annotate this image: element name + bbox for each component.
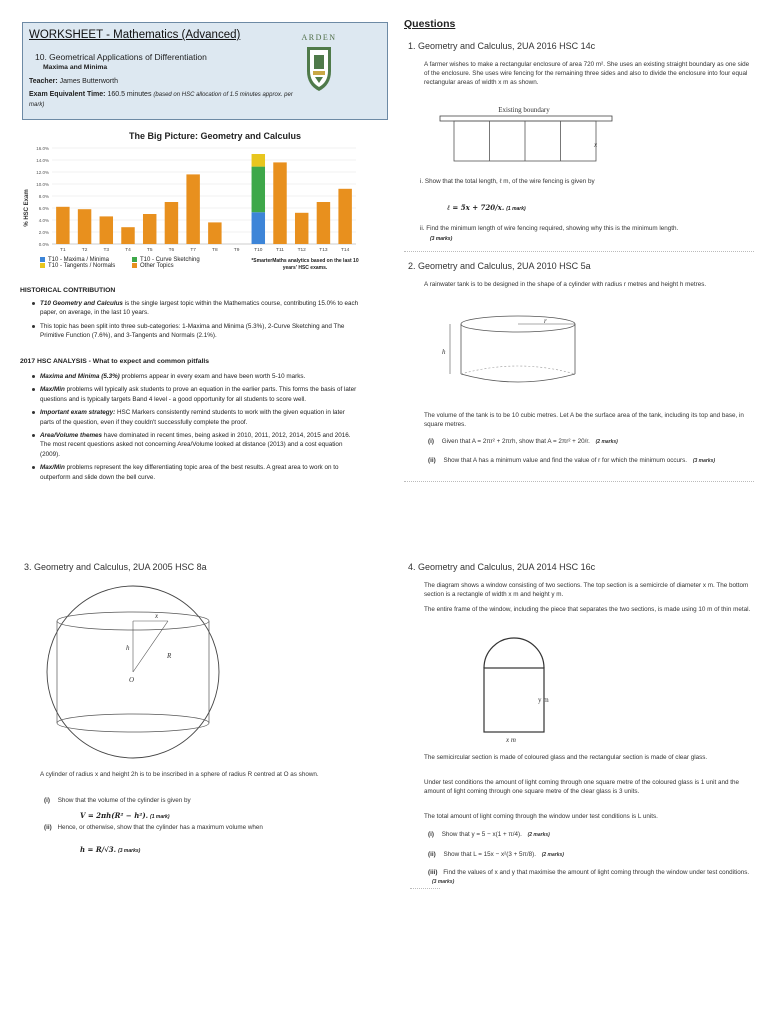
exam-value: 160.5 minutes — [107, 91, 152, 98]
q3-sphere-diagram — [40, 580, 230, 760]
crest-icon — [293, 31, 345, 101]
analysis-bullet — [30, 431, 360, 459]
boundary-label: Existing boundary — [498, 106, 550, 114]
historical-bullet-lead: T10 Geometry and Calculus — [40, 300, 123, 307]
bar — [338, 189, 351, 244]
x-tick-label: T10 — [254, 248, 263, 253]
analysis-bullet-lead: Max/Min — [40, 386, 65, 394]
q2-part-ii — [428, 456, 758, 466]
q1-formula-i — [447, 203, 526, 212]
q4-text3: The semicircular section is made of coloured glass and the rectangular section is made of clear glass. — [424, 754, 708, 761]
analysis-bullet-lead: Area/Volume themes — [40, 432, 103, 440]
bar — [252, 167, 265, 213]
h-label: h — [126, 644, 130, 652]
h-label: h — [442, 348, 446, 356]
q4-part-ii-text: Show that L = 15x − x²(3 + 5π/8). — [443, 851, 536, 858]
bar — [143, 214, 156, 244]
q3-text: A cylinder of radius x and height 2h is to be inscribed in a sphere of radius R centred at O as shown. — [40, 771, 319, 778]
bar — [100, 216, 113, 244]
q1-formula-i-text: ℓ = 5x + 720/x. — [447, 203, 505, 212]
q4-part-iii — [428, 868, 758, 887]
bar — [56, 207, 69, 244]
legend-swatch — [40, 257, 45, 262]
analysis-bullet — [30, 385, 360, 404]
teacher-line — [29, 78, 118, 85]
q2-part-i-label: (i) — [428, 438, 434, 445]
bar — [186, 174, 199, 244]
q2-part-i-text: Given that A = 2πr² + 2πrh, show that A = 2πr² + 20/r. — [441, 438, 590, 445]
bar — [252, 154, 265, 167]
chart-x-ticks — [60, 247, 350, 253]
separator — [410, 888, 440, 889]
legend-item — [132, 263, 242, 269]
O-label: O — [129, 676, 135, 684]
y-tick-label: 6.0% — [38, 206, 49, 211]
y-tick-label: 10.0% — [36, 182, 49, 187]
y-tick-label: 12.0% — [36, 170, 49, 175]
q3-part-ii — [44, 823, 364, 832]
worksheet-header — [22, 22, 388, 120]
q2-marks-i: (2 marks) — [595, 439, 618, 445]
separator — [404, 251, 754, 252]
q2-title: 2. Geometry and Calculus, 2UA 2010 HSC 5a — [408, 261, 591, 271]
legend-col-2 — [132, 257, 242, 269]
analysis-bullet-lead: Important exam strategy: — [40, 409, 116, 417]
q1-marks-i: (1 mark) — [506, 206, 526, 212]
x-tick-label: T4 — [125, 248, 131, 253]
chart-title: The Big Picture: Geometry and Calculus — [128, 131, 302, 141]
exam-note: (based on HSC allocation of 1.5 minutes approx. per mark) — [29, 92, 293, 108]
exam-label: Exam Equivalent Time: — [29, 91, 106, 98]
q2-cylinder-diagram — [442, 314, 580, 386]
x-tick-label: T3 — [103, 248, 110, 253]
chart-y-ticks — [36, 146, 49, 247]
legend-swatch — [132, 263, 137, 268]
q4-part-i-label: (i) — [428, 831, 434, 838]
q2-part-ii-label: (ii) — [428, 457, 436, 464]
q3-part-ii-label: (ii) — [44, 824, 52, 831]
chart-grid — [52, 148, 356, 244]
q3-marks-i: (1 mark) — [150, 814, 170, 820]
analysis-bullet — [30, 372, 360, 381]
analysis-bullet-text: problems represent the key differentiating topic area of the best results. A great area to work on to outperform and slide down the bell curve. — [40, 464, 339, 481]
r-label: r — [544, 317, 547, 325]
y-tick-label: 8.0% — [38, 194, 49, 199]
bar — [273, 162, 286, 244]
analysis-bullet-text: problems will typically ask students to prove an equation in the earlier parts. This forms the basis of later questions and is typically targets Band 4 level - a good opportunity for all students to score well. — [40, 386, 357, 403]
x-label: x — [155, 612, 159, 620]
q2-text2: The volume of the tank is to be 10 cubic metres. Let A be the surface area of the tank, including its top and base, in square metres. — [424, 412, 744, 428]
bar-chart — [22, 140, 362, 272]
x-tick-label: T14 — [341, 248, 350, 253]
q1-text: A farmer wishes to make a rectangular enclosure of area 720 m². She uses an existing straight boundary as one side of the enclosure. She uses wire fencing for the remaining three sides and also to divide the enclosure into four equal rectangular areas of width x m as shown. — [424, 61, 750, 86]
historical-list — [30, 299, 360, 345]
x-tick-label: T1 — [60, 248, 66, 253]
q4-part-iii-label: (iii) — [428, 869, 438, 876]
q3-marks-ii: (3 marks) — [118, 848, 141, 854]
historical-bullet-text: This topic has been split into three sub-categories: 1-Maxima and Minima (5.3%), 2-Curve Sketching and The Primitive Function (7.6%), and 3-Tangents and Normals (2.1%). — [40, 322, 345, 340]
q4-marks-iii: (3 marks) — [432, 879, 455, 885]
q4-marks-ii: (2 marks) — [541, 852, 564, 858]
x-tick-label: T6 — [168, 248, 175, 253]
R-label: R — [167, 652, 172, 660]
q3-part-i-label: (i) — [44, 797, 50, 804]
q3-formula-ii-text: h = R/√3. — [80, 845, 117, 854]
q1-part-i: i. Show that the total length, ℓ m, of the wire fencing is given by — [420, 178, 595, 185]
q3-part-i-text: Show that the volume of the cylinder is given by — [57, 797, 191, 804]
boundary-wall — [440, 116, 612, 121]
legend-label: T10 - Curve Sketching — [140, 257, 200, 264]
y-label: y m — [538, 696, 549, 704]
q4-title: 4. Geometry and Calculus, 2UA 2014 HSC 16c — [408, 562, 596, 572]
bar — [317, 202, 330, 244]
q4-text1: The diagram shows a window consisting of two sections. The top section is a semicircle of diameter x m. The bottom section is a rectangle of width x m and height y m. — [424, 582, 749, 598]
q4-text2: The entire frame of the window, including the piece that separates the two sections, is made using 10 m of thin metal. — [424, 606, 751, 613]
bar — [208, 222, 221, 244]
q1-marks-ii: (3 marks) — [430, 236, 453, 242]
chart-footnote: *SmarterMaths analytics based on the last 10 years' HSC exams. — [251, 258, 359, 271]
q4-marks-i: (2 marks) — [527, 832, 550, 838]
legend-swatch — [40, 263, 45, 268]
x-tick-label: T9 — [233, 248, 240, 253]
q3-formula-ii — [80, 845, 140, 854]
q3-part-i — [44, 796, 364, 805]
analysis-bullet-text: HSC Markers consistently remind students to work with the given equation in later parts of the question, even if they couldn't successfully complete the proof. — [40, 409, 345, 426]
x-tick-label: T7 — [190, 248, 196, 253]
q1-fence-diagram — [438, 104, 618, 166]
q4-part-iii-text: Find the values of x and y that maximise the amount of light coming through the window under test conditions. — [443, 869, 750, 876]
q3-formula-i-text: V = 2πh(R² − h²). — [80, 811, 149, 820]
analysis-bullet-lead: Maxima and Minima (5.3%) — [40, 373, 120, 380]
analysis-bullet-text: have dominated in recent times, being asked in 2010, 2011, 2012, 2014, 2015 and 2016. The most recent questions asked not concerning Area/Volume looked at distance (2013) and a cost equation (2009). — [40, 432, 351, 458]
bar — [295, 213, 308, 244]
q3-part-ii-text: Hence, or otherwise, show that the cylinder has a maximum volume when — [57, 824, 263, 831]
separator — [404, 481, 754, 482]
q1-part-ii: ii. Find the minimum length of wire fencing required, showing why this is the minimum length. — [420, 225, 679, 232]
topic-title: 10. Geometrical Applications of Differentiation — [35, 52, 207, 62]
historical-bullet-text: is the single largest topic within the Mathematics course, contributing 15.0% to each paper, on average, in the last 10 years. — [40, 300, 359, 317]
bar — [121, 227, 134, 244]
x-tick-label: T2 — [81, 248, 88, 253]
x-tick-label: T11 — [276, 248, 284, 253]
historical-bullet — [30, 322, 360, 341]
analysis-bullet-lead: Max/Min — [40, 464, 65, 472]
analysis-bullet-text: problems appear in every exam and have been worth 5-10 marks. — [119, 373, 306, 380]
historical-heading: HISTORICAL CONTRIBUTION — [20, 287, 116, 294]
q1-title: 1. Geometry and Calculus, 2UA 2016 HSC 14c — [408, 41, 596, 51]
bar — [78, 209, 91, 244]
analysis-bullet — [30, 463, 360, 482]
y-tick-label: 4.0% — [38, 218, 49, 223]
q2-marks-ii: (3 marks) — [692, 458, 716, 464]
questions-heading: Questions — [404, 18, 456, 30]
rectangle — [484, 668, 544, 732]
x-label: x — [594, 141, 598, 149]
q4-text4: Under test conditions the amount of light coming through one square metre of the coloured glass is 1 unit and the amount of light coming through one square metre of the clear glass is 3 units. — [424, 779, 740, 795]
x-tick-label: T5 — [146, 248, 153, 253]
legend-swatch — [132, 257, 137, 262]
logo-text: ARDEN — [301, 33, 337, 42]
subtopic-title: Maxima and Minima — [43, 64, 108, 71]
q4-part-i — [428, 830, 758, 840]
historical-bullet — [30, 299, 360, 318]
legend-label: Other Topics — [140, 263, 174, 270]
q4-text5: The total amount of light coming through the window under test conditions is L units. — [424, 813, 658, 820]
x-label: x m — [506, 736, 516, 744]
q4-part-ii — [428, 850, 758, 860]
y-tick-label: 0.0% — [38, 242, 49, 247]
bar — [165, 202, 178, 244]
analysis-heading: 2017 HSC ANALYSIS - What to expect and common pitfalls — [20, 358, 210, 365]
teacher-name: James Butterworth — [59, 78, 118, 85]
analysis-list — [30, 372, 360, 486]
q2-part-i — [428, 437, 758, 447]
q4-part-i-text: Show that y = 5 − x(1 + π/4). — [441, 831, 522, 838]
arden-logo — [293, 31, 345, 101]
x-tick-label: T12 — [297, 248, 306, 253]
legend-label: T10 - Maxima / Minima — [48, 257, 110, 264]
chart-y-label: % HSC Exam — [24, 189, 30, 227]
chart-bars — [56, 154, 352, 244]
q2-part-ii-text: Show that A has a minimum value and find the value of r for which the minimum occurs. — [443, 457, 688, 464]
bar — [252, 212, 265, 244]
q3-title: 3. Geometry and Calculus, 2UA 2005 HSC 8a — [24, 562, 207, 572]
q3-formula-i — [80, 811, 170, 820]
y-tick-label: 2.0% — [38, 230, 49, 235]
legend-label: T10 - Tangents / Normals — [48, 263, 116, 270]
y-tick-label: 14.0% — [36, 158, 49, 163]
semicircle — [484, 638, 544, 668]
q4-part-ii-label: (ii) — [428, 851, 436, 858]
y-tick-label: 16.0% — [36, 146, 49, 151]
x-tick-label: T13 — [319, 248, 328, 253]
worksheet-title: WORKSHEET - Mathematics (Advanced) — [29, 29, 241, 41]
exam-line — [29, 90, 309, 110]
x-tick-label: T8 — [212, 248, 218, 253]
analysis-bullet — [30, 408, 360, 427]
q4-window-diagram — [476, 632, 576, 748]
teacher-label: Teacher: — [29, 78, 58, 85]
q2-text: A rainwater tank is to be designed in the shape of a cylinder with radius r metres and height h metres. — [424, 281, 707, 288]
